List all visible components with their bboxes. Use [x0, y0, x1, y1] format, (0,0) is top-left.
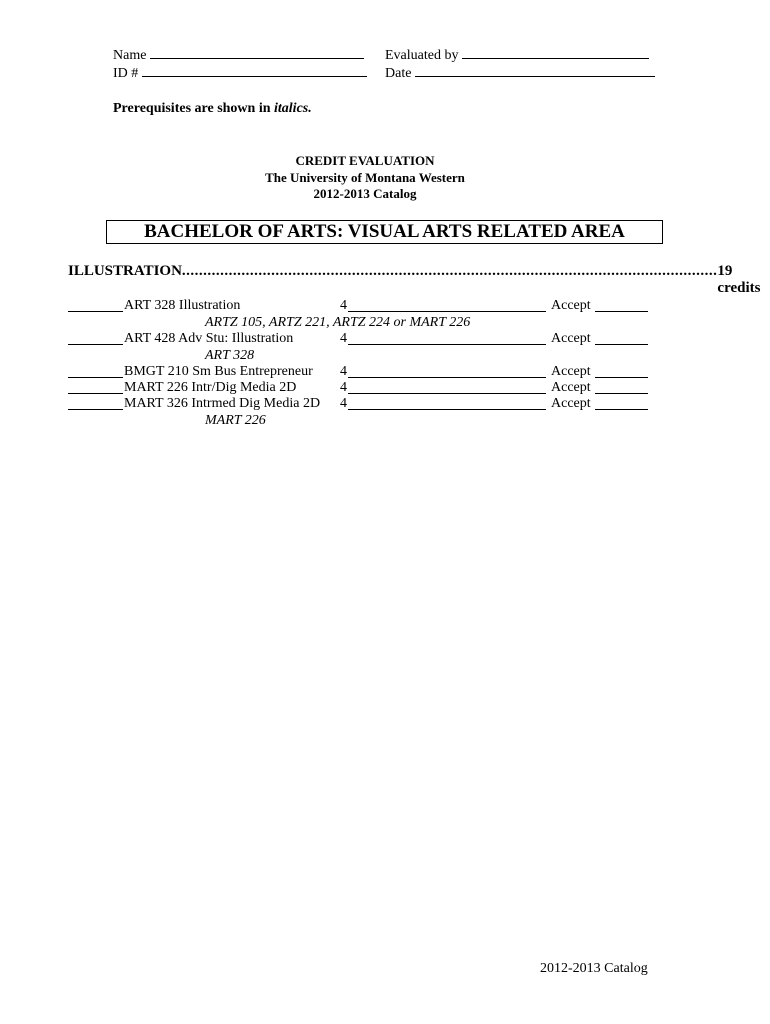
name-blank[interactable] [150, 46, 364, 59]
section-leader-dots: .............................................................................................................................. [181, 263, 718, 279]
course-prereq: ART 328 [205, 348, 255, 363]
degree-banner: BACHELOR OF ARTS: VISUAL ARTS RELATED AREA [106, 220, 663, 244]
section-heading [68, 263, 761, 297]
name-label: Name [113, 48, 147, 63]
course-transfer-blank[interactable] [348, 396, 546, 410]
evaluated-by-label: Evaluated by [385, 48, 459, 63]
course-row [68, 396, 668, 412]
course-check-blank[interactable] [68, 396, 123, 410]
course-prereq: MART 226 [205, 413, 266, 428]
prereq-note [113, 101, 312, 117]
course-name: MART 326 Intrmed Dig Media 2D [124, 396, 321, 411]
title-line-1: CREDIT EVALUATION [295, 153, 435, 168]
prereq-note-text: Prerequisites are shown in [113, 101, 275, 116]
course-transfer-blank[interactable] [348, 331, 546, 345]
course-credits: 4 [340, 396, 347, 411]
course-transfer-blank[interactable] [348, 298, 546, 312]
course-transfer-blank[interactable] [348, 380, 546, 394]
course-check-blank[interactable] [68, 380, 123, 394]
prereq-note-emphasis: italics. [274, 101, 312, 116]
course-row [68, 298, 668, 314]
title-line-3: 2012-2013 Catalog [313, 186, 417, 201]
course-credits: 4 [340, 364, 347, 379]
course-row [68, 331, 668, 347]
course-prereq: ARTZ 105, ARTZ 221, ARTZ 224 or MART 226 [205, 315, 471, 330]
evaluated-by-blank[interactable] [462, 46, 649, 59]
date-label: Date [385, 66, 412, 81]
course-accept-label: Accept [551, 364, 591, 379]
course-name: BMGT 210 Sm Bus Entrepreneur [124, 364, 313, 379]
course-credits: 4 [340, 298, 347, 313]
date-blank[interactable] [415, 64, 655, 77]
course-accept-blank[interactable] [595, 396, 648, 410]
evaluated-by-field [385, 46, 649, 64]
course-accept-label: Accept [551, 380, 591, 395]
course-row [68, 364, 668, 380]
id-field [113, 64, 367, 82]
course-row [68, 380, 668, 396]
course-check-blank[interactable] [68, 298, 123, 312]
course-accept-label: Accept [551, 331, 591, 346]
course-accept-blank[interactable] [595, 364, 648, 378]
course-credits: 4 [340, 380, 347, 395]
course-check-blank[interactable] [68, 364, 123, 378]
course-check-blank[interactable] [68, 331, 123, 345]
id-label: ID # [113, 66, 139, 81]
course-accept-label: Accept [551, 298, 591, 313]
course-accept-label: Accept [551, 396, 591, 411]
course-accept-blank[interactable] [595, 331, 648, 345]
name-field [113, 46, 364, 64]
title-line-2: The University of Montana Western [265, 170, 465, 185]
course-accept-blank[interactable] [595, 298, 648, 312]
course-credits: 4 [340, 331, 347, 346]
course-transfer-blank[interactable] [348, 364, 546, 378]
course-name: ART 428 Adv Stu: Illustration [124, 331, 294, 346]
section-credits: 19 credits [717, 263, 761, 296]
footer-catalog: 2012-2013 Catalog [540, 961, 648, 976]
id-blank[interactable] [142, 64, 367, 77]
course-name: ART 328 Illustration [124, 298, 241, 313]
section-name: ILLUSTRATION [68, 263, 182, 279]
course-accept-blank[interactable] [595, 380, 648, 394]
course-name: MART 226 Intr/Dig Media 2D [124, 380, 297, 395]
date-field [385, 64, 655, 82]
